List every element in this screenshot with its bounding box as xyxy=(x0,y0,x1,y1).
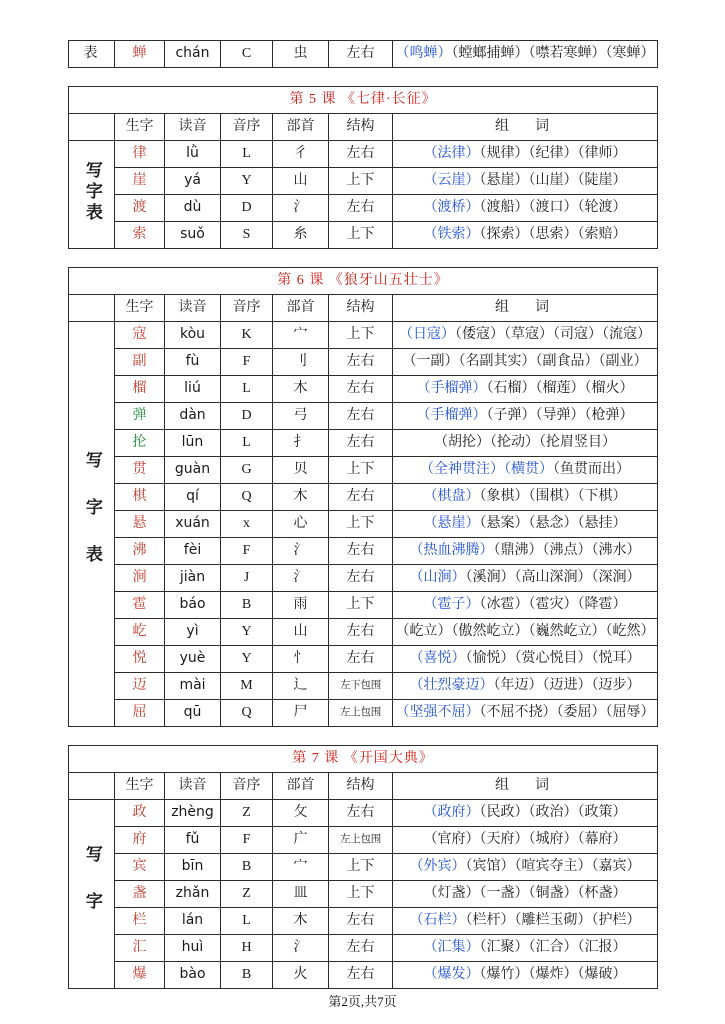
initial-cell: F xyxy=(221,538,273,565)
table-row xyxy=(69,141,658,168)
words-cell xyxy=(393,168,658,195)
words-cell xyxy=(393,538,658,565)
words-blue: （全神贯注）（横贯） xyxy=(420,462,553,478)
character-cell: 屈 xyxy=(115,700,165,727)
col-header-character: 生字 xyxy=(115,295,165,322)
table-row xyxy=(69,484,658,511)
structure-cell: 左上包围 xyxy=(329,700,393,727)
initial-cell: L xyxy=(221,430,273,457)
words-rest: （溪涧）（高山深涧）（深涧） xyxy=(465,570,641,586)
initial-cell: D xyxy=(221,195,273,222)
initial-cell: S xyxy=(221,222,273,249)
initial-cell: F xyxy=(221,827,273,854)
pinyin-cell: mài xyxy=(165,673,221,700)
words-cell xyxy=(393,646,658,673)
pinyin-cell: jiàn xyxy=(165,565,221,592)
table-row xyxy=(69,403,658,430)
words-cell xyxy=(393,41,658,68)
radical-cell: 刂 xyxy=(273,349,329,376)
radical-cell: 皿 xyxy=(273,881,329,908)
words-rest: （屹立）（傲然屹立）（巍然屹立）（屹然） xyxy=(395,624,655,640)
radical-cell: 氵 xyxy=(273,195,329,222)
radical-cell: 木 xyxy=(273,484,329,511)
spacer xyxy=(68,68,657,86)
words-blue: （山涧） xyxy=(409,570,466,586)
words-blue: （日寇） xyxy=(399,327,455,343)
lesson6-title: 第 6 课 《狼牙山五壮士》 xyxy=(69,268,658,295)
row-side-label: 表 xyxy=(69,41,115,68)
words-blue: （铁索） xyxy=(423,227,480,243)
character-cell: 盏 xyxy=(115,881,165,908)
pinyin-cell: chán xyxy=(165,41,221,68)
column-header-row xyxy=(69,773,658,800)
words-cell xyxy=(393,222,658,249)
character-cell: 索 xyxy=(115,222,165,249)
words-blue: （手榴弹） xyxy=(416,408,487,424)
structure-cell: 上下 xyxy=(329,511,393,538)
words-blue: （渡桥） xyxy=(423,200,480,216)
initial-cell: C xyxy=(221,41,273,68)
initial-cell: x xyxy=(221,511,273,538)
pinyin-cell: dù xyxy=(165,195,221,222)
table-row xyxy=(69,222,658,249)
words-rest: （规律）（纪律）（律师） xyxy=(479,146,627,162)
pinyin-cell: bào xyxy=(165,962,221,989)
initial-cell: K xyxy=(221,322,273,349)
words-rest: （倭寇）（草寇）（司寇）（流寇） xyxy=(455,327,651,343)
pinyin-cell: kòu xyxy=(165,322,221,349)
lesson-title-row xyxy=(69,268,658,295)
words-cell xyxy=(393,592,658,619)
table-row xyxy=(69,935,658,962)
words-cell xyxy=(393,908,658,935)
initial-cell: Z xyxy=(221,881,273,908)
pinyin-cell: guàn xyxy=(165,457,221,484)
table-row xyxy=(69,538,658,565)
words-blue: （悬崖） xyxy=(423,516,480,532)
words-rest: （愉悦）（赏心悦目）（悦耳） xyxy=(465,651,641,667)
col-header-structure: 结构 xyxy=(329,773,393,800)
words-blue: （手榴弹） xyxy=(416,381,487,397)
lesson7-table xyxy=(68,745,658,989)
words-cell xyxy=(393,935,658,962)
corner-cell xyxy=(69,773,115,800)
words-cell xyxy=(393,511,658,538)
words-blue: （云崖） xyxy=(423,173,480,189)
structure-cell: 上下 xyxy=(329,168,393,195)
character-cell: 悦 xyxy=(115,646,165,673)
col-header-character: 生字 xyxy=(115,773,165,800)
pinyin-cell: qū xyxy=(165,700,221,727)
words-cell xyxy=(393,322,658,349)
pinyin-cell: yá xyxy=(165,168,221,195)
words-cell xyxy=(393,673,658,700)
initial-cell: H xyxy=(221,935,273,962)
words-rest: （悬崖）（山崖）（陡崖） xyxy=(479,173,627,189)
words-blue: （坚强不屈） xyxy=(395,705,480,721)
character-cell: 汇 xyxy=(115,935,165,962)
structure-cell: 左右 xyxy=(329,646,393,673)
col-header-initial: 音序 xyxy=(221,773,273,800)
section-label-写字表: 写字表 xyxy=(69,322,115,727)
character-cell: 涧 xyxy=(115,565,165,592)
character-cell: 寇 xyxy=(115,322,165,349)
col-header-structure: 结构 xyxy=(329,114,393,141)
table-row xyxy=(69,565,658,592)
character-cell: 抡 xyxy=(115,430,165,457)
radical-cell: 山 xyxy=(273,168,329,195)
initial-cell: Z xyxy=(221,800,273,827)
lesson7-title: 第 7 课 《开国大典》 xyxy=(69,746,658,773)
pinyin-cell: liú xyxy=(165,376,221,403)
radical-cell: 火 xyxy=(273,962,329,989)
table-row xyxy=(69,827,658,854)
words-blue: （政府） xyxy=(423,805,480,821)
initial-cell: Q xyxy=(221,700,273,727)
initial-cell: B xyxy=(221,592,273,619)
radical-cell: 扌 xyxy=(273,430,329,457)
words-cell xyxy=(393,484,658,511)
structure-cell: 左右 xyxy=(329,141,393,168)
radical-cell: 氵 xyxy=(273,935,329,962)
structure-cell: 左右 xyxy=(329,619,393,646)
section-label-写字表: 写字表 xyxy=(69,141,115,249)
words-rest: （官府）（天府）（城府）（幕府） xyxy=(423,832,627,848)
radical-cell: 氵 xyxy=(273,565,329,592)
radical-cell: 糸 xyxy=(273,222,329,249)
pinyin-cell: fǔ xyxy=(165,827,221,854)
words-rest: （探索）（思索）（索赔） xyxy=(479,227,627,243)
character-cell: 棋 xyxy=(115,484,165,511)
spacer xyxy=(68,727,657,745)
character-cell: 政 xyxy=(115,800,165,827)
table-row xyxy=(69,349,658,376)
pinyin-cell: fèi xyxy=(165,538,221,565)
radical-cell: 宀 xyxy=(273,322,329,349)
initial-cell: G xyxy=(221,457,273,484)
structure-cell: 左右 xyxy=(329,538,393,565)
structure-cell: 左右 xyxy=(329,962,393,989)
column-header-row xyxy=(69,295,658,322)
structure-cell: 上下 xyxy=(329,222,393,249)
table-row xyxy=(69,800,658,827)
table-row xyxy=(69,430,658,457)
lesson-title-row xyxy=(69,87,658,114)
table-row xyxy=(69,881,658,908)
pinyin-cell: fù xyxy=(165,349,221,376)
col-header-words: 组 词 xyxy=(393,114,658,141)
radical-cell: 彳 xyxy=(273,141,329,168)
initial-cell: L xyxy=(221,141,273,168)
words-rest: （灯盏）（一盏）（铜盏）（杯盏） xyxy=(423,886,627,902)
structure-cell: 左下包围 xyxy=(329,673,393,700)
structure-cell: 左右 xyxy=(329,484,393,511)
words-rest: （鱼贯而出） xyxy=(553,462,630,478)
column-header-row xyxy=(69,114,658,141)
words-rest: （悬案）（悬念）（悬挂） xyxy=(479,516,627,532)
words-cell xyxy=(393,195,658,222)
table-row xyxy=(69,673,658,700)
structure-cell: 左右 xyxy=(329,349,393,376)
structure-cell: 左右 xyxy=(329,41,393,68)
lesson5-table xyxy=(68,86,658,249)
structure-cell: 上下 xyxy=(329,854,393,881)
pinyin-cell: xuán xyxy=(165,511,221,538)
character-cell: 副 xyxy=(115,349,165,376)
pinyin-cell: lǜ xyxy=(165,141,221,168)
col-header-initial: 音序 xyxy=(221,295,273,322)
col-header-initial: 音序 xyxy=(221,114,273,141)
radical-cell: 山 xyxy=(273,619,329,646)
pinyin-cell: bīn xyxy=(165,854,221,881)
character-cell: 渡 xyxy=(115,195,165,222)
structure-cell: 左右 xyxy=(329,403,393,430)
pinyin-cell: zhèng xyxy=(165,800,221,827)
col-header-radical: 部首 xyxy=(273,773,329,800)
words-rest: （年迈）（迈进）（迈步） xyxy=(493,678,641,694)
structure-cell: 左右 xyxy=(329,800,393,827)
initial-cell: B xyxy=(221,962,273,989)
words-cell xyxy=(393,700,658,727)
initial-cell: M xyxy=(221,673,273,700)
words-blue: （爆发） xyxy=(423,967,480,983)
radical-cell: 心 xyxy=(273,511,329,538)
initial-cell: L xyxy=(221,376,273,403)
words-cell xyxy=(393,854,658,881)
words-cell xyxy=(393,619,658,646)
radical-cell: 弓 xyxy=(273,403,329,430)
words-cell xyxy=(393,881,658,908)
words-rest: （一副）（名副其实）（副食品）（副业） xyxy=(402,354,648,370)
table-row xyxy=(69,322,658,349)
radical-cell: 雨 xyxy=(273,592,329,619)
words-rest: （胡抡）（抡动）（抡眉竖目） xyxy=(434,435,616,451)
spacer xyxy=(68,249,657,267)
radical-cell: 木 xyxy=(273,376,329,403)
words-blue: （雹子） xyxy=(423,597,480,613)
words-cell xyxy=(393,827,658,854)
words-rest: （汇聚）（汇合）（汇报） xyxy=(479,940,627,956)
pinyin-cell: báo xyxy=(165,592,221,619)
character-cell: 崖 xyxy=(115,168,165,195)
words-cell xyxy=(393,430,658,457)
words-cell xyxy=(393,565,658,592)
corner-cell xyxy=(69,295,115,322)
pinyin-cell: zhǎn xyxy=(165,881,221,908)
pinyin-cell: huì xyxy=(165,935,221,962)
radical-cell: 攵 xyxy=(273,800,329,827)
lesson6-table xyxy=(68,267,658,727)
lesson-title-row xyxy=(69,746,658,773)
words-rest: （宾馆）（喧宾夺主）（嘉宾） xyxy=(465,859,641,875)
table-row xyxy=(69,646,658,673)
section-label-写字: 写字 xyxy=(69,800,115,989)
words-blue: （热血沸腾） xyxy=(409,543,494,559)
words-rest: （鼎沸）（沸点）（沸水） xyxy=(493,543,641,559)
words-blue: （棋盘） xyxy=(423,489,480,505)
structure-cell: 左右 xyxy=(329,376,393,403)
character-cell: 宾 xyxy=(115,854,165,881)
words-cell xyxy=(393,403,658,430)
words-blue: （喜悦） xyxy=(409,651,466,667)
initial-cell: Y xyxy=(221,619,273,646)
words-cell xyxy=(393,141,658,168)
words-rest: （不屈不挠）（委屈）（屈辱） xyxy=(479,705,655,721)
table-row xyxy=(69,700,658,727)
col-header-structure: 结构 xyxy=(329,295,393,322)
words-rest: （栏杆）（雕栏玉砌）（护栏） xyxy=(465,913,641,929)
col-header-radical: 部首 xyxy=(273,295,329,322)
words-rest: （冰雹）（雹灾）（降雹） xyxy=(479,597,627,613)
pinyin-cell: yì xyxy=(165,619,221,646)
structure-cell: 左右 xyxy=(329,935,393,962)
col-header-pinyin: 读音 xyxy=(165,295,221,322)
table-row xyxy=(69,592,658,619)
structure-cell: 上下 xyxy=(329,592,393,619)
pinyin-cell: yuè xyxy=(165,646,221,673)
pinyin-cell: qí xyxy=(165,484,221,511)
initial-cell: Y xyxy=(221,168,273,195)
initial-cell: B xyxy=(221,854,273,881)
radical-cell: 广 xyxy=(273,827,329,854)
words-cell xyxy=(393,800,658,827)
words-blue: （鸣蝉） xyxy=(395,46,452,62)
character-cell: 蝉 xyxy=(115,41,165,68)
radical-cell: 忄 xyxy=(273,646,329,673)
words-blue: （石栏） xyxy=(409,913,466,929)
initial-cell: D xyxy=(221,403,273,430)
col-header-words: 组 词 xyxy=(393,773,658,800)
initial-cell: F xyxy=(221,349,273,376)
structure-cell: 左右 xyxy=(329,908,393,935)
table-row xyxy=(69,41,658,68)
character-cell: 榴 xyxy=(115,376,165,403)
table-row xyxy=(69,195,658,222)
table-row xyxy=(69,908,658,935)
col-header-pinyin: 读音 xyxy=(165,773,221,800)
page-footer: 第2页,共7页 xyxy=(328,994,397,1009)
character-cell: 弹 xyxy=(115,403,165,430)
initial-cell: Y xyxy=(221,646,273,673)
radical-cell: 氵 xyxy=(273,538,329,565)
words-rest: （螳螂捕蝉）（噤若寒蝉）（寒蝉） xyxy=(451,46,655,62)
words-rest: （象棋）（围棋）（下棋） xyxy=(479,489,627,505)
table-row xyxy=(69,511,658,538)
words-rest: （渡船）（渡口）（轮渡） xyxy=(479,200,627,216)
radical-cell: 尸 xyxy=(273,700,329,727)
col-header-character: 生字 xyxy=(115,114,165,141)
pinyin-cell: lán xyxy=(165,908,221,935)
character-cell: 悬 xyxy=(115,511,165,538)
structure-cell: 左上包围 xyxy=(329,827,393,854)
words-cell xyxy=(393,457,658,484)
table-row xyxy=(69,376,658,403)
col-header-radical: 部首 xyxy=(273,114,329,141)
character-cell: 屹 xyxy=(115,619,165,646)
character-cell: 栏 xyxy=(115,908,165,935)
col-header-words: 组 词 xyxy=(393,295,658,322)
character-cell: 律 xyxy=(115,141,165,168)
words-cell xyxy=(393,376,658,403)
structure-cell: 左右 xyxy=(329,430,393,457)
initial-cell: J xyxy=(221,565,273,592)
structure-cell: 上下 xyxy=(329,881,393,908)
character-cell: 贯 xyxy=(115,457,165,484)
character-cell: 迈 xyxy=(115,673,165,700)
character-cell: 爆 xyxy=(115,962,165,989)
words-blue: （法律） xyxy=(423,146,480,162)
words-rest: （子弹）（导弹）（枪弹） xyxy=(486,408,634,424)
initial-cell: Q xyxy=(221,484,273,511)
words-cell xyxy=(393,349,658,376)
table-row xyxy=(69,168,658,195)
continuation-table xyxy=(68,40,658,68)
table-row xyxy=(69,457,658,484)
character-cell: 雹 xyxy=(115,592,165,619)
col-header-pinyin: 读音 xyxy=(165,114,221,141)
table-row xyxy=(69,962,658,989)
character-cell: 府 xyxy=(115,827,165,854)
radical-cell: 辶 xyxy=(273,673,329,700)
lesson5-title: 第 5 课 《七律·长征》 xyxy=(69,87,658,114)
pinyin-cell: suǒ xyxy=(165,222,221,249)
words-blue: （壮烈豪迈） xyxy=(409,678,494,694)
radical-cell: 宀 xyxy=(273,854,329,881)
structure-cell: 左右 xyxy=(329,195,393,222)
structure-cell: 左右 xyxy=(329,565,393,592)
table-row xyxy=(69,619,658,646)
words-rest: （民政）（政治）（政策） xyxy=(479,805,627,821)
character-cell: 沸 xyxy=(115,538,165,565)
radical-cell: 贝 xyxy=(273,457,329,484)
table-row xyxy=(69,854,658,881)
pinyin-cell: lūn xyxy=(165,430,221,457)
words-rest: （爆竹）（爆炸）（爆破） xyxy=(479,967,627,983)
words-rest: （石榴）（榴莲）（榴火） xyxy=(486,381,634,397)
structure-cell: 上下 xyxy=(329,322,393,349)
initial-cell: L xyxy=(221,908,273,935)
radical-cell: 木 xyxy=(273,908,329,935)
words-blue: （外宾） xyxy=(409,859,466,875)
radical-cell: 虫 xyxy=(273,41,329,68)
words-cell xyxy=(393,962,658,989)
pinyin-cell: dàn xyxy=(165,403,221,430)
words-blue: （汇集） xyxy=(423,940,480,956)
corner-cell xyxy=(69,114,115,141)
structure-cell: 上下 xyxy=(329,457,393,484)
